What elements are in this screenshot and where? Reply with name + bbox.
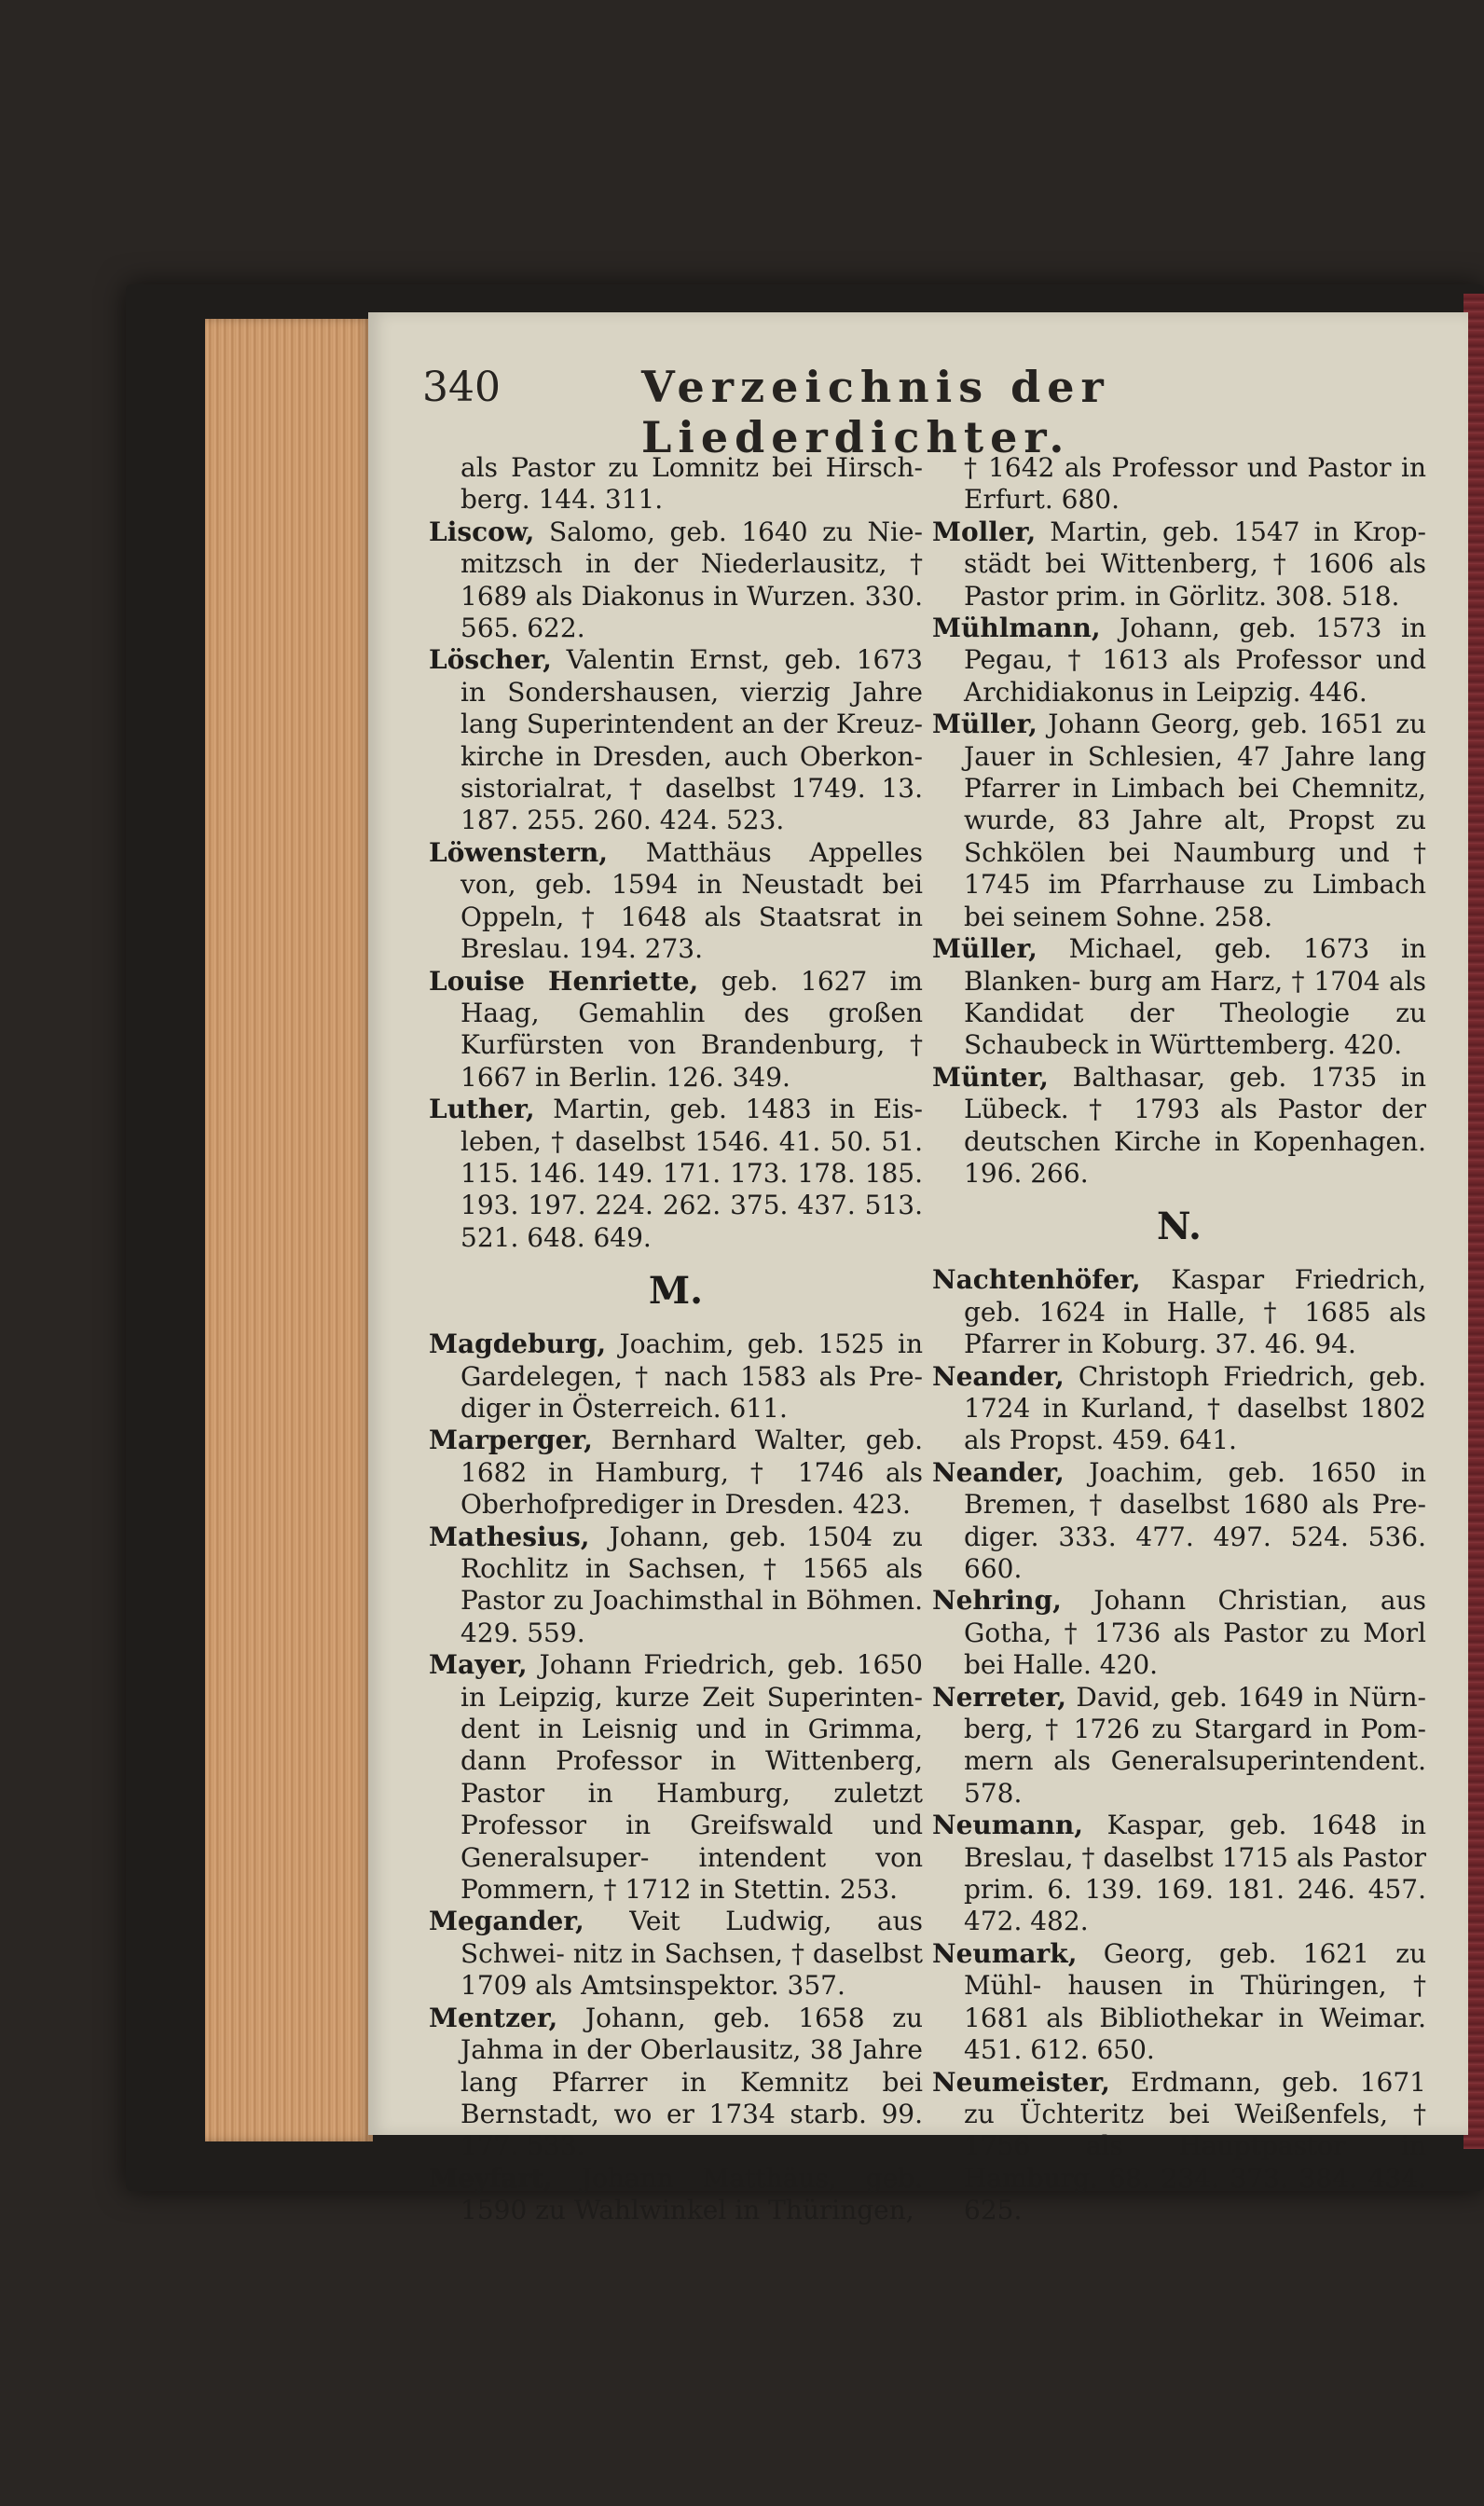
entry-text: Johann Christian, aus Gotha, † 1736 als Pastor zu Morl bei Halle. 420.	[964, 1585, 1426, 1681]
entry-headword: Neumark,	[932, 1937, 1078, 1969]
entry-headword: Müller,	[932, 933, 1037, 965]
entry-text: als Pastor zu Lomnitz bei Hirsch- berg. 144. 311.	[460, 452, 923, 516]
right-column	[932, 452, 1426, 2227]
index-entry	[932, 516, 1426, 613]
entry-headword: Mayer,	[429, 1649, 528, 1681]
entry-headword: Marperger,	[429, 1425, 593, 1456]
entry-text: Martin, geb. 1483 in Eis- leben, † daselbst 1546. 41. 50. 51. 115. 146. 149. 171. 173. 178. 185. 193. 197. 224. 262. 375. 437. 513. 521. 648. 649.	[460, 1094, 923, 1253]
book-page	[368, 312, 1468, 2226]
index-entry	[932, 1810, 1426, 1938]
entry-headword: Neumeister,	[932, 2066, 1110, 2098]
entry-text: Johann, geb. 1573 in Pegau, † 1613 als Professor und Archidiakonus in Leipzig. 446.	[964, 613, 1426, 708]
entry-headword: Neander,	[932, 1360, 1065, 1392]
entry-headword: Neumann,	[932, 1810, 1083, 1841]
index-entry	[429, 966, 923, 1095]
entry-text: Kaspar Friedrich, geb. 1624 in Halle, † 1685 als Pfarrer in Koburg. 37. 46. 94.	[964, 1264, 1426, 1360]
index-entry	[932, 1457, 1426, 1586]
entry-text: Joachim, geb. 1525 in Gardelegen, † nach 1583 als Pre- diger in Österreich. 611.	[460, 1329, 923, 1424]
index-entry	[429, 2163, 923, 2227]
entry-text: Johann Friedrich, geb. 1650 in Leipzig, kurze Zeit Superinten- dent in Leisnig und in Grimma, dann Professor in Wittenberg, Pastor in Hamburg, zuletzt Professor in Greifswald und Generalsuper- intendent von Pommern, † 1712 in Stettin. 253.	[460, 1649, 923, 1906]
entry-text: † 1642 als Professor und Pastor in Erfurt. 680.	[964, 452, 1426, 516]
running-head: Verzeichnis der Liederdichter.	[641, 362, 1110, 462]
index-entry	[429, 516, 923, 645]
section-letter: M.	[648, 1269, 704, 1314]
entry-headword: Neander,	[932, 1456, 1065, 1488]
entry-headword: Mentzer,	[429, 2002, 558, 2033]
entry-text: Veit Ludwig, aus Schwei- nitz in Sachsen, † daselbst 1709 als Amtsinspektor. 357.	[460, 1906, 923, 2002]
entry-headword: Meyfart,	[429, 2162, 553, 2194]
index-entry-continued	[429, 452, 923, 516]
index-entry	[932, 1264, 1426, 1360]
index-entry	[932, 1585, 1426, 1681]
entry-text: Michael, geb. 1673 in Blanken- burg am Harz, † 1704 als Kandidat der Theologie zu Schaubeck in Württemberg. 420.	[964, 933, 1426, 1061]
entry-text: Kaspar, geb. 1648 in Breslau, † daselbst 1715 als Pastor prim. 6. 139. 169. 181. 246. 457. 472. 482.	[964, 1810, 1426, 1937]
entry-text: Christoph Friedrich, geb. 1724 in Kurland, † daselbst 1802 als Propst. 459. 641.	[964, 1360, 1426, 1456]
page-header	[422, 362, 1448, 462]
index-entry	[932, 1682, 1426, 1811]
entry-text: Martin, geb. 1547 in Krop- städt bei Wittenberg, † 1606 als Pastor prim. in Görlitz. 308. 518.	[964, 516, 1426, 612]
entry-text: Bernhard Walter, geb. 1682 in Hamburg, † 1746 als Oberhofprediger in Dresden. 423.	[460, 1425, 923, 1521]
entry-text: Johann Matthäus, geb. 1590 zu Wahlwinkel in Thüringen,	[460, 2162, 923, 2226]
index-entry	[429, 837, 923, 966]
entry-headword: Liscow,	[429, 516, 535, 547]
index-entry	[429, 1649, 923, 1906]
entry-headword: Nerreter,	[932, 1681, 1066, 1713]
entry-headword: Megander,	[429, 1906, 584, 1937]
index-entry	[429, 2003, 923, 2163]
left-column	[429, 452, 923, 2227]
entry-headword: Nehring,	[932, 1585, 1062, 1617]
page-number: 340	[422, 364, 501, 411]
entry-headword: Löwenstern,	[429, 836, 609, 868]
entry-text: Matthäus Appelles von, geb. 1594 in Neustadt bei Oppeln, † 1648 als Staatsrat in Breslau. 194. 273.	[460, 836, 923, 965]
entry-text: Joachim, geb. 1650 in Bremen, † daselbst 1680 als Pre- diger. 333. 477. 497. 524. 536. 660.	[964, 1456, 1426, 1584]
entry-headword: Münter,	[932, 1061, 1049, 1093]
entry-text: Johann Georg, geb. 1651 zu Jauer in Schlesien, 47 Jahre lang Pfarrer in Limbach bei Chemnitz, wurde, 83 Jahre alt, Propst zu Schkölen bei Naumburg und † 1745 im Pfarrhause zu Limbach bei seinem Sohne. 258.	[964, 709, 1426, 932]
index-entry-continued	[932, 452, 1426, 516]
index-entry	[429, 1906, 923, 2002]
entry-headword: Magdeburg,	[429, 1329, 607, 1360]
entry-text: Valentin Ernst, geb. 1673 in Sondershausen, vierzig Jahre lang Superintendent an der Kreuz- kirche in Dresden, auch Oberkon- sistorialrat, † daselbst 1749. 13. 187. 255. 260. 424. 523.	[460, 644, 923, 836]
index-entry	[429, 1522, 923, 1650]
entry-headword: Mühlmann,	[932, 613, 1101, 644]
entry-text: David, geb. 1649 in Nürn- berg, † 1726 zu Stargard in Pom- mern als Generalsuperintendent. 578.	[964, 1681, 1426, 1809]
entry-headword: Nachtenhöfer,	[932, 1264, 1141, 1296]
index-entry	[429, 1425, 923, 1521]
index-entry	[932, 2067, 1426, 2227]
entry-text: Erdmann, geb. 1671 zu Üchteritz bei Weißenfels, † 1756 als Hauptpastor in Hamburg. 68. 234. 373. 384. 434. 625.	[964, 2066, 1426, 2226]
page-edges	[205, 319, 373, 2141]
entry-text: geb. 1627 im Haag, Gemahlin des großen Kurfürsten von Brandenburg, † 1667 in Berlin. 126. 349.	[460, 965, 923, 1093]
section-letter: N.	[1157, 1205, 1202, 1249]
index-entry	[932, 709, 1426, 933]
entry-headword: Moller,	[932, 516, 1037, 547]
index-entry	[429, 1094, 923, 1254]
index-entry	[932, 1361, 1426, 1457]
entry-text: Georg, geb. 1621 zu Mühl- hausen in Thüringen, † 1681 als Bibliothekar in Weimar. 451. 612. 650.	[964, 1937, 1426, 2066]
index-entry	[932, 933, 1426, 1062]
entry-text: Balthasar, geb. 1735 in Lübeck. † 1793 als Pastor der deutschen Kirche in Kopenhagen. 196. 266.	[964, 1061, 1426, 1189]
entry-headword: Mathesius,	[429, 1521, 590, 1552]
entry-headword: Luther,	[429, 1094, 535, 1125]
entry-text: Johann, geb. 1658 zu Jahma in der Oberlausitz, 38 Jahre lang Pfarrer in Kemnitz bei Bernstadt, wo er 1734 starb. 99. 177. 533.	[460, 2002, 923, 2162]
index-entry	[429, 644, 923, 836]
entry-headword: Louise Henriette,	[429, 965, 699, 997]
entry-text: Salomo, geb. 1640 zu Nie- mitzsch in der Niederlausitz, † 1689 als Diakonus in Wurzen. 330. 565. 622.	[460, 516, 923, 644]
entry-headword: Müller,	[932, 709, 1037, 740]
entry-headword: Löscher,	[429, 644, 552, 676]
index-entry	[932, 1938, 1426, 2067]
index-entry	[429, 1329, 923, 1425]
index-entry	[932, 1062, 1426, 1191]
index-entry	[932, 613, 1426, 709]
entry-text: Johann, geb. 1504 zu Rochlitz in Sachsen, † 1565 als Pastor zu Joachimsthal in Böhmen. 429. 559.	[460, 1521, 923, 1648]
